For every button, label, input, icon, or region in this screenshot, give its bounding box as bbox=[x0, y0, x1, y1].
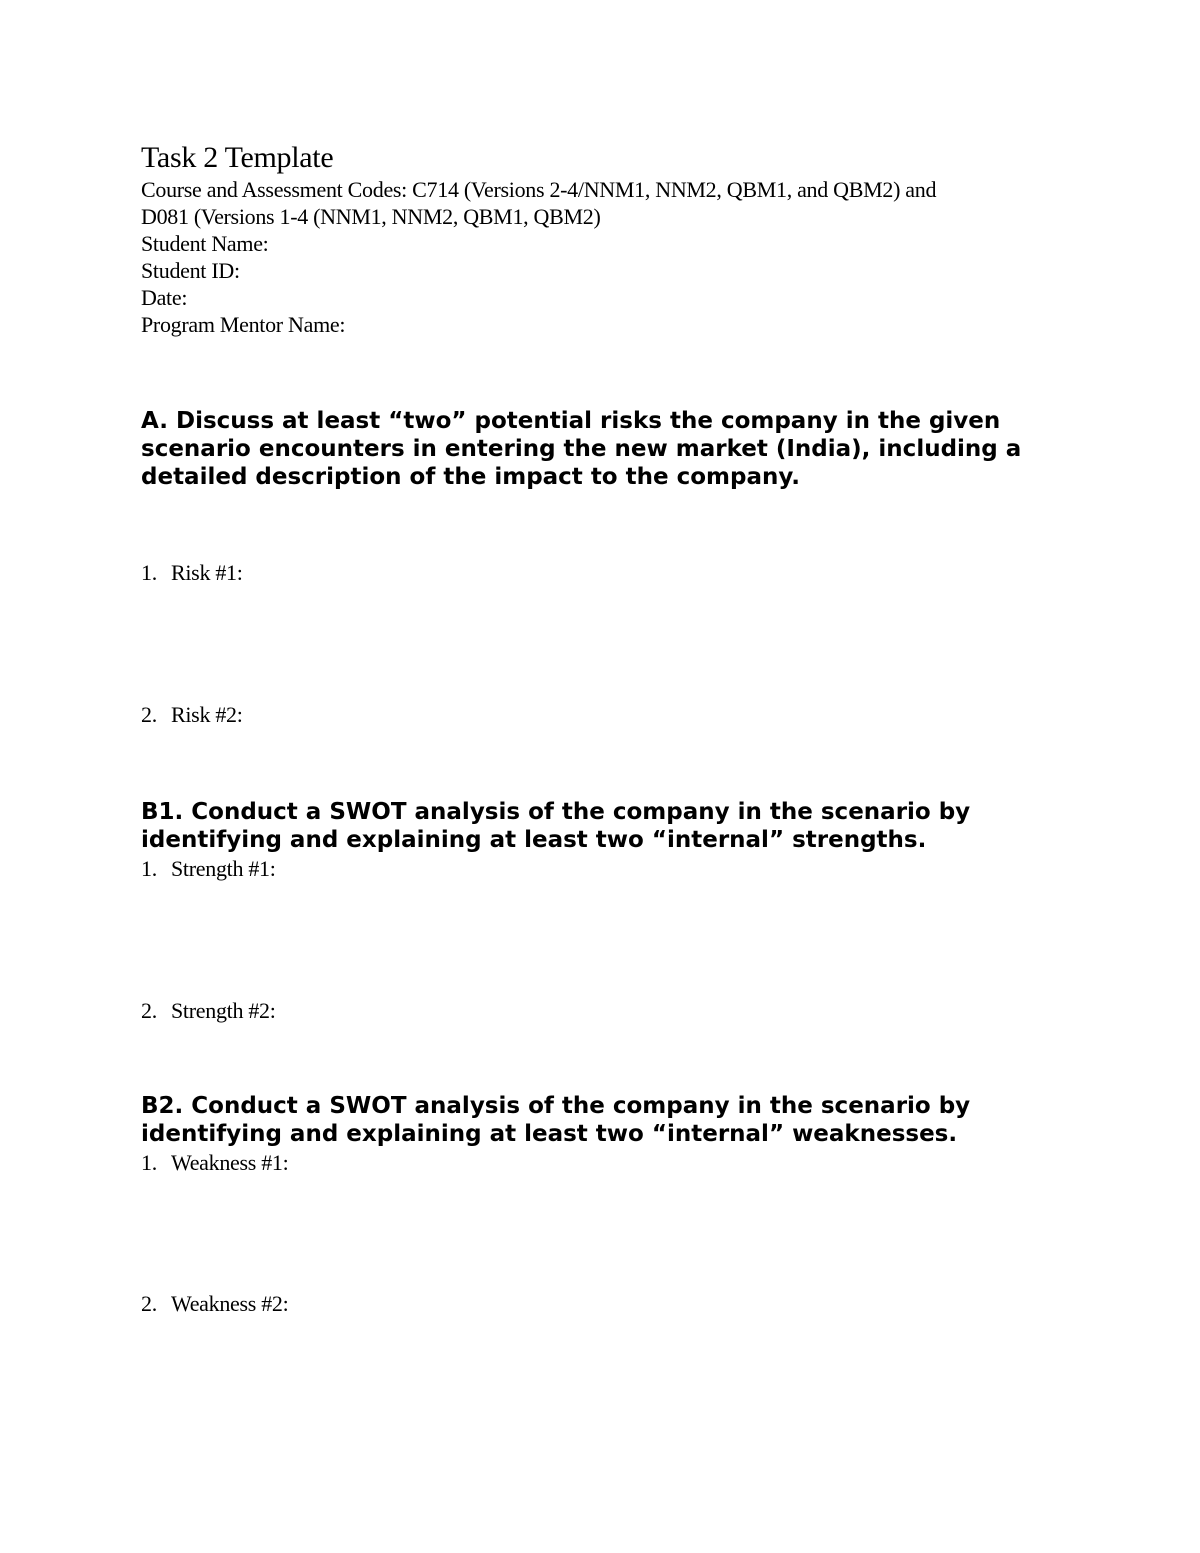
risk-2-item bbox=[141, 701, 243, 728]
weakness-1-label: Weakness #1: bbox=[171, 1150, 289, 1175]
section-b2-heading-line: identifying and explaining at least two “internal” weaknesses. bbox=[141, 1121, 958, 1147]
list-number: 1. bbox=[141, 560, 157, 585]
student-id-label: Student ID: bbox=[141, 258, 240, 283]
document-title: Task 2 Template bbox=[141, 141, 334, 174]
program-mentor-label: Program Mentor Name: bbox=[141, 312, 346, 337]
course-codes-line-2: D081 (Versions 1-4 (NNM1, NNM2, QBM1, QBM2) bbox=[141, 204, 601, 229]
course-codes-line-1: Course and Assessment Codes: C714 (Versions 2-4/NNM1, NNM2, QBM1, and QBM2) and bbox=[141, 177, 937, 202]
risk-1-item bbox=[141, 559, 243, 586]
student-name-label: Student Name: bbox=[141, 231, 269, 256]
section-b2-heading-line: B2. Conduct a SWOT analysis of the company in the scenario by bbox=[141, 1093, 971, 1119]
section-a-heading-line: detailed description of the impact to the company. bbox=[141, 464, 800, 490]
date-label: Date: bbox=[141, 285, 188, 310]
strength-1-label: Strength #1: bbox=[171, 856, 276, 881]
weakness-2-item bbox=[141, 1290, 288, 1317]
strength-1-item bbox=[141, 855, 276, 882]
section-b1-heading-line: B1. Conduct a SWOT analysis of the company in the scenario by bbox=[141, 799, 971, 825]
weakness-1-item bbox=[141, 1149, 288, 1176]
section-a-heading bbox=[141, 407, 1071, 491]
list-number: 2. bbox=[141, 998, 157, 1023]
document-metadata bbox=[141, 176, 1081, 338]
section-b1-heading-line: identifying and explaining at least two “internal” strengths. bbox=[141, 827, 927, 853]
section-a-heading-line: scenario encounters in entering the new market (India), including a bbox=[141, 436, 1022, 462]
strength-2-item bbox=[141, 997, 276, 1024]
risk-1-label: Risk #1: bbox=[171, 560, 243, 585]
risk-2-label: Risk #2: bbox=[171, 702, 243, 727]
list-number: 2. bbox=[141, 702, 157, 727]
list-number: 1. bbox=[141, 1150, 157, 1175]
list-number: 2. bbox=[141, 1291, 157, 1316]
strength-2-label: Strength #2: bbox=[171, 998, 276, 1023]
section-b2-heading bbox=[141, 1092, 1071, 1148]
weakness-2-label: Weakness #2: bbox=[171, 1291, 289, 1316]
list-number: 1. bbox=[141, 856, 157, 881]
section-b1-heading bbox=[141, 798, 1071, 854]
section-a-heading-line: A. Discuss at least “two” potential risks the company in the given bbox=[141, 408, 1001, 434]
